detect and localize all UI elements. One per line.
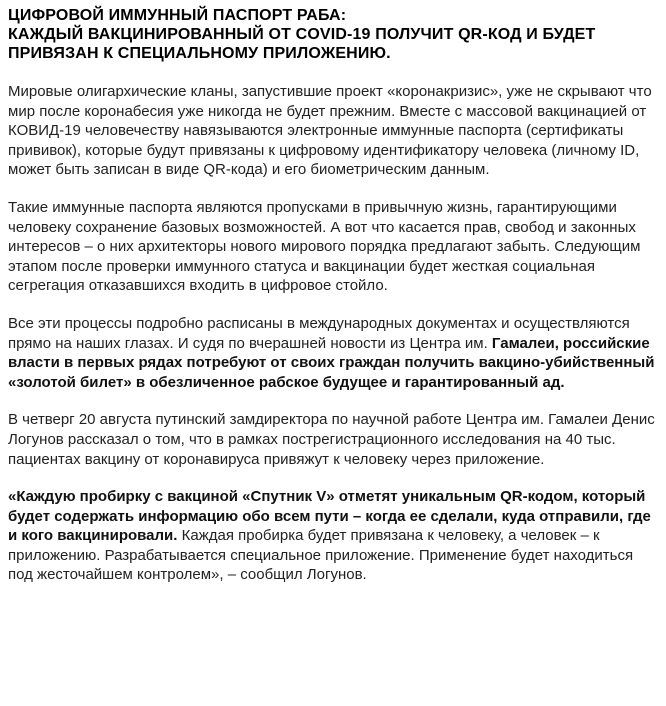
paragraph-5-bold-quote: «Каждую пробирку с вакциной «Спутник V» отметят уникальным QR-кодом, который будет содержать информацию обо всем пути – когда ее сделали, куда отправили, где и кого вакцинировали. <box>8 488 651 545</box>
article-title <box>8 6 658 63</box>
paragraph-3 <box>8 314 658 392</box>
paragraph-3-text: Все эти процессы подробно расписаны в международных документах и осуществляются прямо на наших глазах. И судя по вчерашней новости из Центра им. <box>8 314 630 352</box>
paragraph-1: Мировые олигархические кланы, запустившие проект «коронакризис», уже не скрывают что мир после коронабесия уже никогда не будет прежним. Вместе с массовой вакцинацией от КОВИД-19 человечеству навязываются электронные иммунные паспорта (сертификаты прививок), которые будут привязаны к цифровому идентификатору человека (личному ID, может быть записан в виде QR-кода) и его биометрическим данным. <box>8 83 652 179</box>
title-line-1: ЦИФРОВОЙ ИММУННЫЙ ПАСПОРТ РАБА: <box>8 7 347 24</box>
paragraph-4: В четверг 20 августа путинский замдиректора по научной работе Центра им. Гамалеи Денис Логунов рассказал о том, что в рамках пострегистрационного исследования на 40 тыс. пациентах вакцину от коронавируса привяжут к человеку через приложение. <box>8 411 655 468</box>
paragraph-5 <box>8 487 658 585</box>
title-line-2: КАЖДЫЙ ВАКЦИНИРОВАННЫЙ ОТ COVID-19 ПОЛУЧИТ QR-КОД И БУДЕТ ПРИВЯЗАН К СПЕЦИАЛЬНОМУ ПРИЛОЖЕНИЮ. <box>8 26 596 62</box>
paragraph-5-text: Каждая пробирка будет привязана к человеку, а человек – к приложению. Разрабатывается специальное приложение. Применение будет находиться под жесточайшем контролем», – сообщил Логунов. <box>8 527 634 584</box>
paragraph-2: Такие иммунные паспорта являются пропусками в привычную жизнь, гарантирующими человеку сохранение базовых возможностей. А вот что касается прав, свобод и законных интересов – о них архитекторы нового мирового порядка предлагают забыть. Следующим этапом после проверки иммунного статуса и вакцинации будет жесткая социальная сегрегация отказавшихся входить в цифровое стойло. <box>8 198 641 295</box>
paragraph-3-bold-text: Гамалеи, российские власти в первых рядах потребуют от своих граждан получить вакцино-убийственный «золотой билет» в обезличенное рабское будущее и гарантированный ад. <box>8 334 655 391</box>
